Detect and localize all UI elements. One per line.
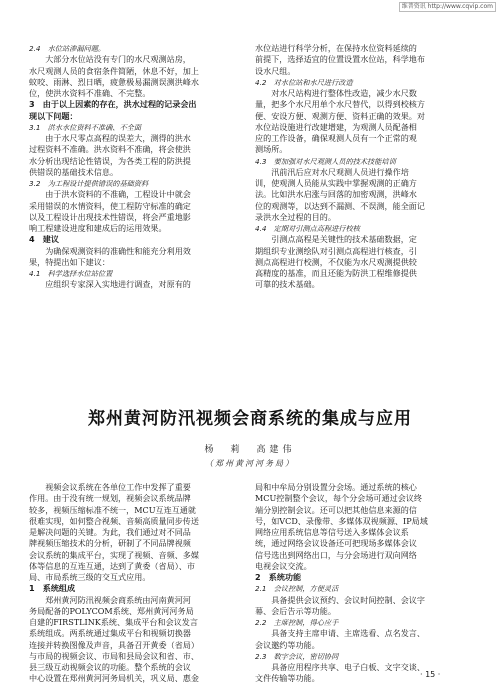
body-text-line: 郑州黄河防汛视频会商系统由河南黄河河 [29,594,191,605]
body-text-line: 务局配备的POLYCOM系统、郑州黄河河务局 [29,605,194,616]
body-text-line: 前提下，选择适宜的位置设置水位站，科学地布 [255,54,425,65]
body-text-line: 具备应用程序共享、电子白板、文字交谈、 [255,662,425,672]
body-text-line: 量，把多个水尺用单个水尺替代，以得到校核方 [255,99,425,110]
body-text-line: 连接并转换图像及声音，具备召开黄委（省局） [29,639,199,650]
bottom-right-column [255,482,476,685]
body-text-line: 响工程建设进度和建成后的运用效果。 [29,223,167,233]
body-text-line: 体等信息的互连互通，达到了黄委（省局）、市 [29,560,195,571]
body-text-line: 中心设置在郑州黄河河务局机关，巩义局、惠金 [29,673,199,684]
subsection-heading: 3.2 为工程设计提供错误的基础资料 [29,179,149,188]
body-text-line: 县三级互动视频会议的功能。整个系统的会议 [29,662,191,672]
body-text-line: 网络应用系统信息等信号送入多媒体会议系 [255,527,409,537]
article-affiliation: （郑州黄河河务局） [205,459,295,468]
subsection-heading: 2.1 会议控制，方便灵活 [255,584,339,594]
body-text-line: 电视会议交流。 [255,560,312,571]
body-text-line: 自建的FIRSTLINK系统、集成平台和会议发言 [29,617,198,627]
body-text-line: 位的观测等，以达到不漏测、不误测，能全面记 [255,200,425,211]
body-text-line: 信号选出到网络出口，与分会场进行双向网络 [255,549,417,560]
watermark-stamp: 维普资讯 http://www.cqvip.com [399,2,496,12]
body-text-line: 与市局的视频会议、市局和县局会议和省、市、 [29,650,199,661]
subsection-heading: 4.1 科学选择水位站位置 [29,269,113,278]
body-text-line: 号，如VCD、录像带、多媒体双视频源、IP局域 [255,515,428,526]
body-text-line: 以及工程设计出现技术性错误，将会严重地影 [29,211,191,222]
body-text-line: 较多，视频压缩标准不统一，MCU互连互通就 [29,504,196,515]
body-text-line: 高精度的基准，而且还能为防洪工程维修提供 [255,268,417,278]
body-text-line: 是解决问题的关键。为此，我们通过对不同品 [29,527,191,537]
body-text-line: 视频会议系统在各单位工作中发挥了重要 [29,482,191,492]
body-text-line: 应组织专家深入实地进行调查，对原有的 [29,279,191,290]
body-text-line: 统，通过网络会议设备还可把现场多媒体会议 [255,538,417,549]
top-right-column [255,43,476,291]
body-text-line: 具备提供会议预约、会议时间控制、会议字 [255,594,425,605]
subsection-heading: 4.3 要加强对水尺观测人员的技术技能培训 [255,156,396,166]
page-number: · 15 · [420,670,441,679]
body-text-line: 水分析出现结论性错误，为各类工程的防洪提 [29,155,191,166]
body-text-line: 由于水尺零点高程的误差大，测得的洪水 [29,133,191,143]
body-text-line: 端分别控制会议。还可以把其他信息来源的信 [255,504,417,515]
body-text-line: 牌视频压缩技术的分析，研制了不同品牌视频 [29,538,191,549]
body-text-line: 由于洪水资料的不准确，工程设计中就会 [29,189,191,200]
body-text-line: 水位站进行科学分析，在保持水位资料延续的 [255,43,417,53]
top-left-column [29,43,250,291]
body-text-line: 可靠的技术基础。 [255,279,320,290]
subsection-heading: 2.4 水位站渗漏问题。 [29,44,106,53]
body-text-line: 录洪水全过程的目的。 [255,211,336,222]
subsection-heading: 2.3 数字会议，密切协同 [255,651,339,661]
body-text-line: 会议系统的集成平台，实现了视频、音频、多媒 [29,549,199,560]
body-text-line: 汛前汛后应对水尺观测人员进行操作培 [255,166,409,177]
subsection-heading: 2.2 主席控制，得心应手 [255,618,339,627]
body-text-line: 供错误的基础技术信息。 [29,166,119,177]
body-text-line: 局和中牟局分别设置分会场。通过系统的核心 [255,482,417,492]
body-text-line: 训，使观测人员能从实践中掌握观测的正确方 [255,178,417,188]
section-heading: 3 由于以上因素的存在，洪水过程的记录会出 [29,99,197,110]
body-text-line: 应的工作设备，确保观测人员有一个正常的观 [255,133,417,143]
subsection-heading: 4.4 定期对引测点高程进行校核 [255,224,360,233]
body-text-line: 会议邀约等功能。 [255,639,320,650]
body-text-line: 测点高程进行校测，不仅能为水尺观测提供较 [255,256,417,267]
section-heading: 1 系统组成 [29,583,76,594]
subsection-heading: 4.2 对水位站和水尺进行改造 [255,77,353,87]
body-text-line: 蚊咬、雨淋、烈日晒，疲惫极易漏测误测洪峰水 [29,76,199,87]
article-author: 杨 莉 高建伟 [204,445,296,455]
bottom-left-column [29,482,250,685]
body-text-line: 系统组成。两系统通过集成平台和视频切换器 [29,628,191,639]
body-text-line: 测场所。 [255,144,288,155]
body-text-line: 水位站设施进行改建增建，为观测人员配备相 [255,121,417,132]
body-text-line: 位，使洪水资料不准确、不完整。 [29,88,151,98]
body-text-line: MCU控制整个会议，每个分会场可通过会议终 [255,493,422,504]
article-title: 郑州黄河防汛视频会商系统的集成与应用 [88,409,412,429]
body-text-line: 引测点高程是关键性的技术基础数据，定 [255,234,417,245]
body-text-line: 文件传输等功能。 [255,673,320,684]
section-heading: 4 建议 [29,234,59,245]
body-text-line: 为确保观测资料的准确性和能充分利用效 [29,245,191,256]
body-text-line: 过程资料不准确。洪水资料不准确，将会使洪 [29,144,191,155]
body-text-line: 便、安设方便、观测方便、资料正确的效果。对 [255,110,425,121]
body-text-line: 法。比如洪水启涨与回落的加密观测，洪峰水 [255,189,417,200]
body-text-line: 果，特提出如下建议： [29,256,110,267]
body-text-line: 水尺观测人员的食宿条件简陋，休息不好，加上 [29,65,199,76]
body-text-line: 很难实现，如何整合视频、音频高质量同步传送 [29,515,199,526]
section-heading: 2 系统功能 [255,572,302,582]
body-text-line: 对水尺站构进行整体性改造，减少水尺数 [255,88,417,98]
section-heading: 现以下问题： [29,110,78,121]
body-text-line: 局、市局系统三级的交互式应用。 [29,572,151,582]
body-text-line: 设水尺组。 [255,65,296,76]
body-text-line: 具备支持主席申请、主席选看、点名发言、 [255,628,425,639]
body-text-line: 采用错误的水情资料，使工程防守标准的确定 [29,200,191,211]
body-text-line: 作用。由于没有统一规划，视频会议系统品牌 [29,493,191,504]
body-text-line: 幕、会后告示等功能。 [255,605,336,616]
body-text-line: 大部分水位站没有专门的水尺观测站房， [29,54,191,65]
subsection-heading: 3.1 洪水水位资料不准确、不全面 [29,122,142,132]
body-text-line: 期组织专业测绘队对引测点高程进行核查，引 [255,245,417,256]
